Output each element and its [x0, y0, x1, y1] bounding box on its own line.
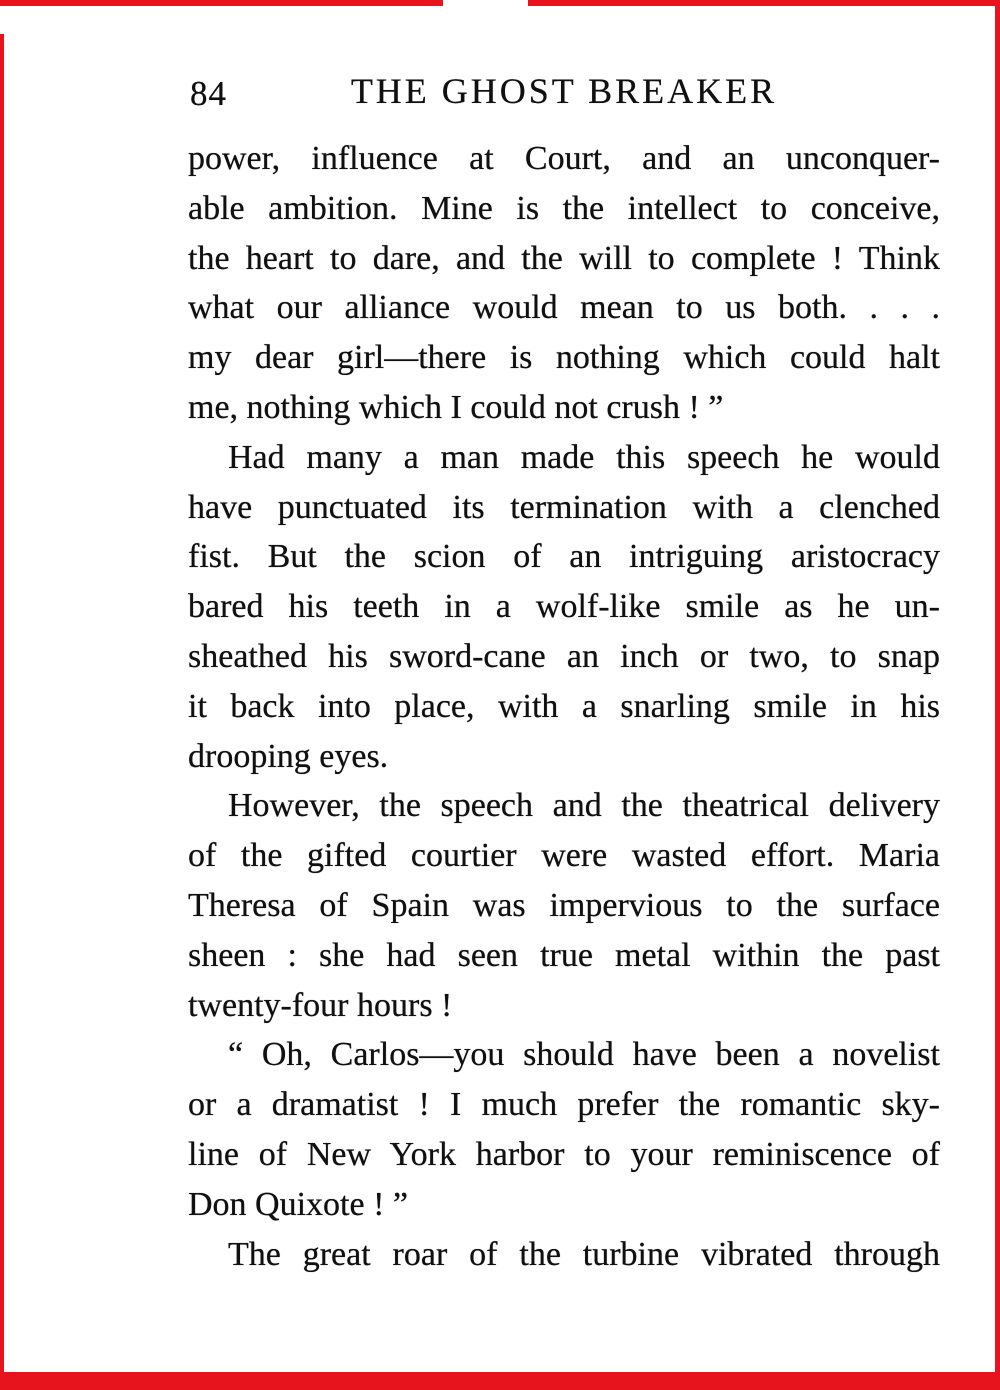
paragraph	[188, 1030, 940, 1229]
page-number: 84	[190, 74, 227, 113]
text-line: Theresa of Spain was impervious to the surface	[188, 886, 940, 924]
text-line: Don Quixote ! ”	[188, 1185, 409, 1223]
text-line: Had many a man made this speech he would	[228, 438, 940, 476]
text-line: The great roar of the turbine vibrated through	[228, 1235, 940, 1273]
paragraph	[188, 781, 940, 1030]
text-line: of the gifted courtier were wasted effort. Maria	[188, 837, 940, 875]
text-line: fist. But the scion of an intriguing aristocracy	[188, 538, 940, 576]
text-line: my dear girl—there is nothing which could halt	[188, 339, 940, 377]
paragraph	[188, 1230, 940, 1280]
text-line: able ambition. Mine is the intellect to conceive,	[188, 189, 940, 227]
running-header	[188, 70, 940, 114]
text-line: what our alliance would mean to us both. . . .	[188, 289, 940, 327]
scan-edge-top-right	[528, 0, 1000, 6]
scan-edge-right	[995, 0, 1000, 1390]
text-line: me, nothing which I could not crush ! ”	[188, 388, 724, 426]
text-line: twenty-four hours !	[188, 986, 453, 1024]
text-line: the heart to dare, and the will to complete ! Think	[188, 239, 940, 277]
text-line: have punctuated its termination with a clenched	[188, 488, 940, 526]
text-line: it back into place, with a snarling smile in his	[188, 687, 940, 725]
text-line: power, influence at Court, and an unconquer-	[188, 140, 940, 177]
text-line: However, the speech and the theatrical delivery	[228, 787, 940, 825]
scan-edge-top-left	[0, 0, 443, 6]
text-line: drooping eyes.	[188, 737, 389, 775]
running-title: THE GHOST BREAKER	[350, 71, 778, 111]
text-body	[188, 134, 940, 1279]
text-line: sheathed his sword-cane an inch or two, to snap	[188, 637, 940, 675]
text-line: or a dramatist ! I much prefer the romantic sky-	[188, 1086, 940, 1124]
scan-edge-bottom	[0, 1372, 1000, 1390]
scan-edge-left	[0, 34, 4, 1390]
paragraph	[188, 433, 940, 782]
text-line: line of New York harbor to your reminiscence of	[188, 1135, 940, 1173]
text-line: “ Oh, Carlos—you should have been a novelist	[228, 1036, 940, 1074]
text-line: sheen : she had seen true metal within the past	[188, 936, 940, 974]
paragraph	[188, 134, 940, 433]
text-line: bared his teeth in a wolf-like smile as he un-	[188, 588, 940, 626]
